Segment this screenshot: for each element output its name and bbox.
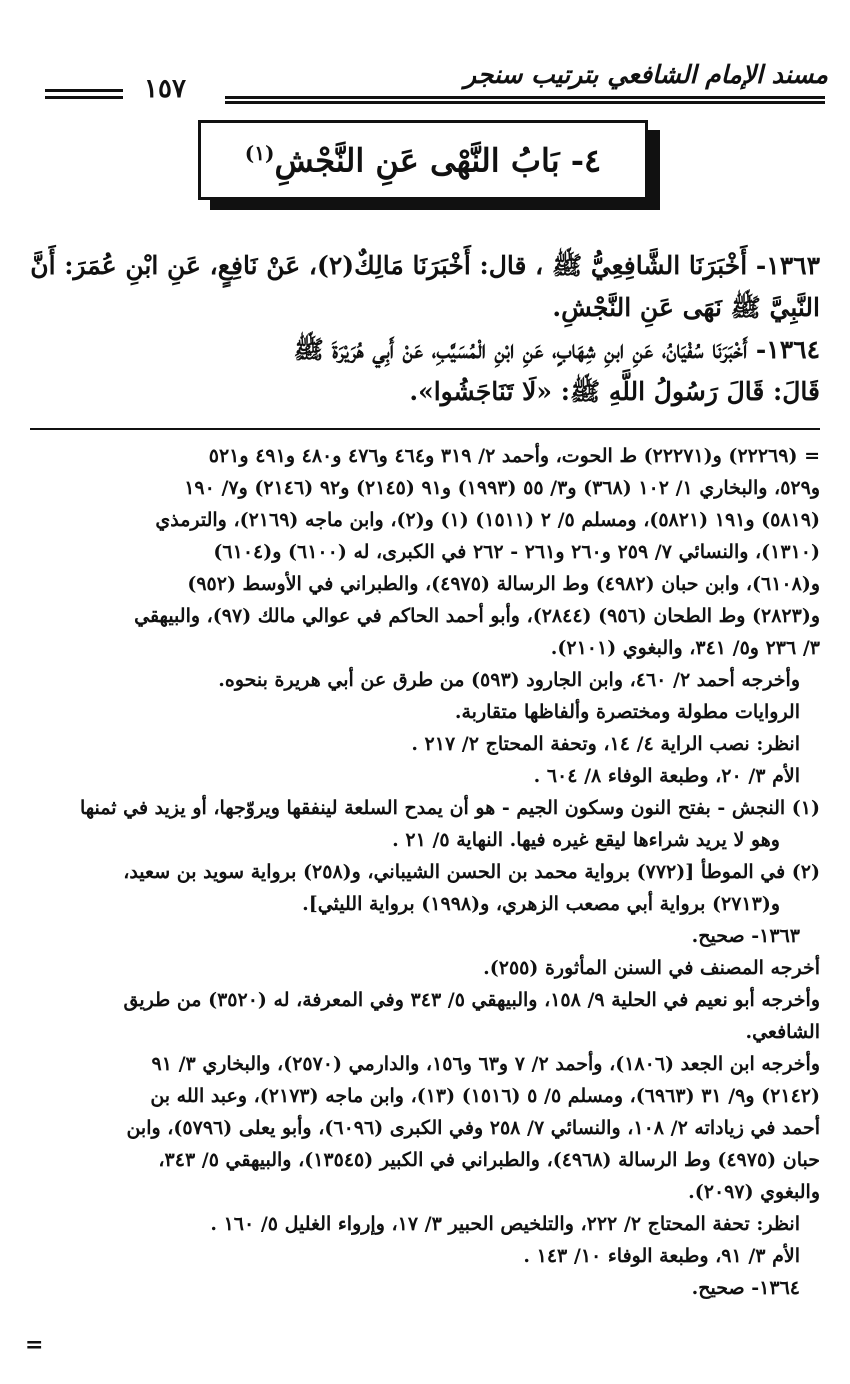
running-title: مسند الإمام الشافعي بترتيب سنجر [464, 60, 828, 89]
footnotes [30, 440, 820, 1304]
footnote-line: أحمد في زياداته ٢/ ١٠٨، والنسائي ٧/ ٢٥٨ وفي الكبرى (٦٠٩٦)، وأبو يعلى (٥٧٩٦)، وابن [126, 1117, 820, 1139]
footnote-line: حبان (٤٩٧٥) وط الرسالة (٤٩٦٨)، والطبراني في الكبير (١٣٥٤٥)، والبيهقي ٥/ ٣٤٣، [158, 1149, 820, 1171]
chapter-title [245, 141, 601, 180]
hadith-text [25, 245, 820, 413]
footnote-line: وأخرجه أبو نعيم في الحلية ٩/ ١٥٨، والبيهقي ٥/ ٣٤٣ وفي المعرفة، له (٣٥٢٠) من طريق [123, 989, 820, 1011]
hadith-line: ١٣٦٣- أَخْبَرَنَا الشَّافِعِيُّ ﷺ ، قال: أَخْبَرَنَا مَالِكٌ(٢)، عَنْ نَافِعٍ، عَنِ ابْنِ عُمَرَ: أَنَّ [30, 251, 820, 280]
page-number: ١٥٧ [144, 74, 186, 104]
footnote-line: وأخرجه ابن الجعد (١٨٠٦)، وأحمد ٢/ ٧ و٦٣ و١٥٦، والدارمي (٢٥٧٠)، والبخاري ٣/ ٩١ [151, 1053, 820, 1075]
header-rule [225, 101, 825, 104]
footnote-line: و(٦١٠٨)، وابن حبان (٤٩٨٢) وط الرسالة (٤٩٧٥)، والطبراني في الأوسط (٩٥٢) [187, 573, 820, 595]
footnote-line: و(٢٧١٣) برواية أبي مصعب الزهري، و(١٩٩٨) برواية الليثي]. [302, 893, 780, 915]
footnote-line: أخرجه المصنف في السنن المأثورة (٢٥٥). [483, 957, 820, 979]
footnote-line: (٢) في الموطأ [(٧٧٢) برواية محمد بن الحسن الشيباني، و(٢٥٨) برواية سويد بن سعيد، [123, 861, 820, 883]
footnote-separator [30, 428, 820, 430]
footnote-line: ٣/ ٢٣٦ و٥/ ٣٤١، والبغوي (٢١٠١). [550, 637, 820, 659]
header-rule [45, 96, 123, 99]
footnote-line: ١٣٦٤- صحيح. [691, 1277, 800, 1299]
continuation-mark: = [25, 1332, 44, 1358]
hadith-line: قَالَ: قَالَ رَسُولُ اللَّهِ ﷺ: «لَا تَنَاجَشُوا». [409, 377, 820, 406]
footnote-line: الروايات مطولة ومختصرة وألفاظها متقاربة. [454, 701, 800, 723]
footnote-line: و(٢٨٢٣) وط الطحان (٩٥٦) (٢٨٤٤)، وأبو أحمد الحاكم في عوالي مالك (٩٧)، والبيهقي [134, 605, 820, 627]
header-rule [45, 89, 123, 92]
chapter-title-text: ٤- بَابُ النَّهْى عَنِ النَّجْشِ [274, 141, 602, 180]
footnote-line: (١٣١٠)، والنسائي ٧/ ٢٥٩ و٢٦٠ و٢٦١ - ٢٦٢ في الكبرى، له (٦١٠٠) و(٦١٠٤) [213, 541, 820, 563]
footnote-line: وهو لا يريد شراءها ليقع غيره فيها. النهاية ٥/ ٢١ . [392, 829, 780, 851]
footnote-line: والبغوي (٢٠٩٧). [688, 1181, 820, 1203]
chapter-heading-box [198, 120, 648, 200]
footnote-line: الأم ٣/ ٢٠، وطبعة الوفاء ٨/ ٦٠٤ . [533, 765, 800, 787]
footnote-line: = (٢٢٢٦٩) و(٢٢٢٧١) ط الحوت، وأحمد ٢/ ٣١٩ و٤٦٤ و٤٧٦ و٤٨٠ و٤٩١ و٥٢١ [208, 445, 820, 467]
hadith-line: ١٣٦٤- أَخْبَرَنَا سُفْيَانُ، عَنِ ابنِ شِهَابٍ، عَنِ ابْنِ الْمُسَيَّبِ، عَنْ أَبِي هُرَيْرَةَ ﷺ [293, 335, 820, 364]
footnote-line: انظر: تحفة المحتاج ٢/ ٢٢٢، والتلخيص الحبير ٣/ ١٧، وإرواء الغليل ٥/ ١٦٠ . [210, 1213, 800, 1235]
footnote-line: (٥٨١٩) و١٩١ (٥٨٢١)، ومسلم ٥/ ٢ (١٥١١) (١) و(٢)، وابن ماجه (٢١٦٩)، والترمذي [155, 509, 820, 531]
header-rule [225, 96, 825, 99]
footnote-line: الشافعي. [745, 1021, 820, 1043]
footnote-line: انظر: نصب الراية ٤/ ١٤، وتحفة المحتاج ٢/ ٢١٧ . [411, 733, 800, 755]
footnote-line: (١) النجش - بفتح النون وسكون الجيم - هو أن يمدح السلعة لينفقها ويروّجها، أو يزيد في ثمنها [79, 797, 820, 819]
chapter-footnote-ref: (١) [244, 140, 275, 165]
hadith-line: النَّبِيَّ ﷺ نَهَى عَنِ النَّجْشِ. [552, 293, 820, 322]
footnote-line: ١٣٦٣- صحيح. [691, 925, 800, 947]
footnote-line: وأخرجه أحمد ٢/ ٤٦٠، وابن الجارود (٥٩٣) من طرق عن أبي هريرة بنحوه. [218, 669, 800, 691]
footnote-line: (٢١٤٢) و٩/ ٣١ (٦٩٦٣)، ومسلم ٥/ ٥ (١٥١٦) (١٣)، وابن ماجه (٢١٧٣)، وعبد الله بن [150, 1085, 820, 1107]
footnote-line: و٥٢٩، والبخاري ١/ ١٠٢ (٣٦٨) و٣/ ٥٥ (١٩٩٣) و٩١ (٢١٤٥) و٩٢ (٢١٤٦) و٧/ ١٩٠ [184, 477, 820, 499]
footnote-line: الأم ٣/ ٩١، وطبعة الوفاء ١٠/ ١٤٣ . [523, 1245, 800, 1267]
